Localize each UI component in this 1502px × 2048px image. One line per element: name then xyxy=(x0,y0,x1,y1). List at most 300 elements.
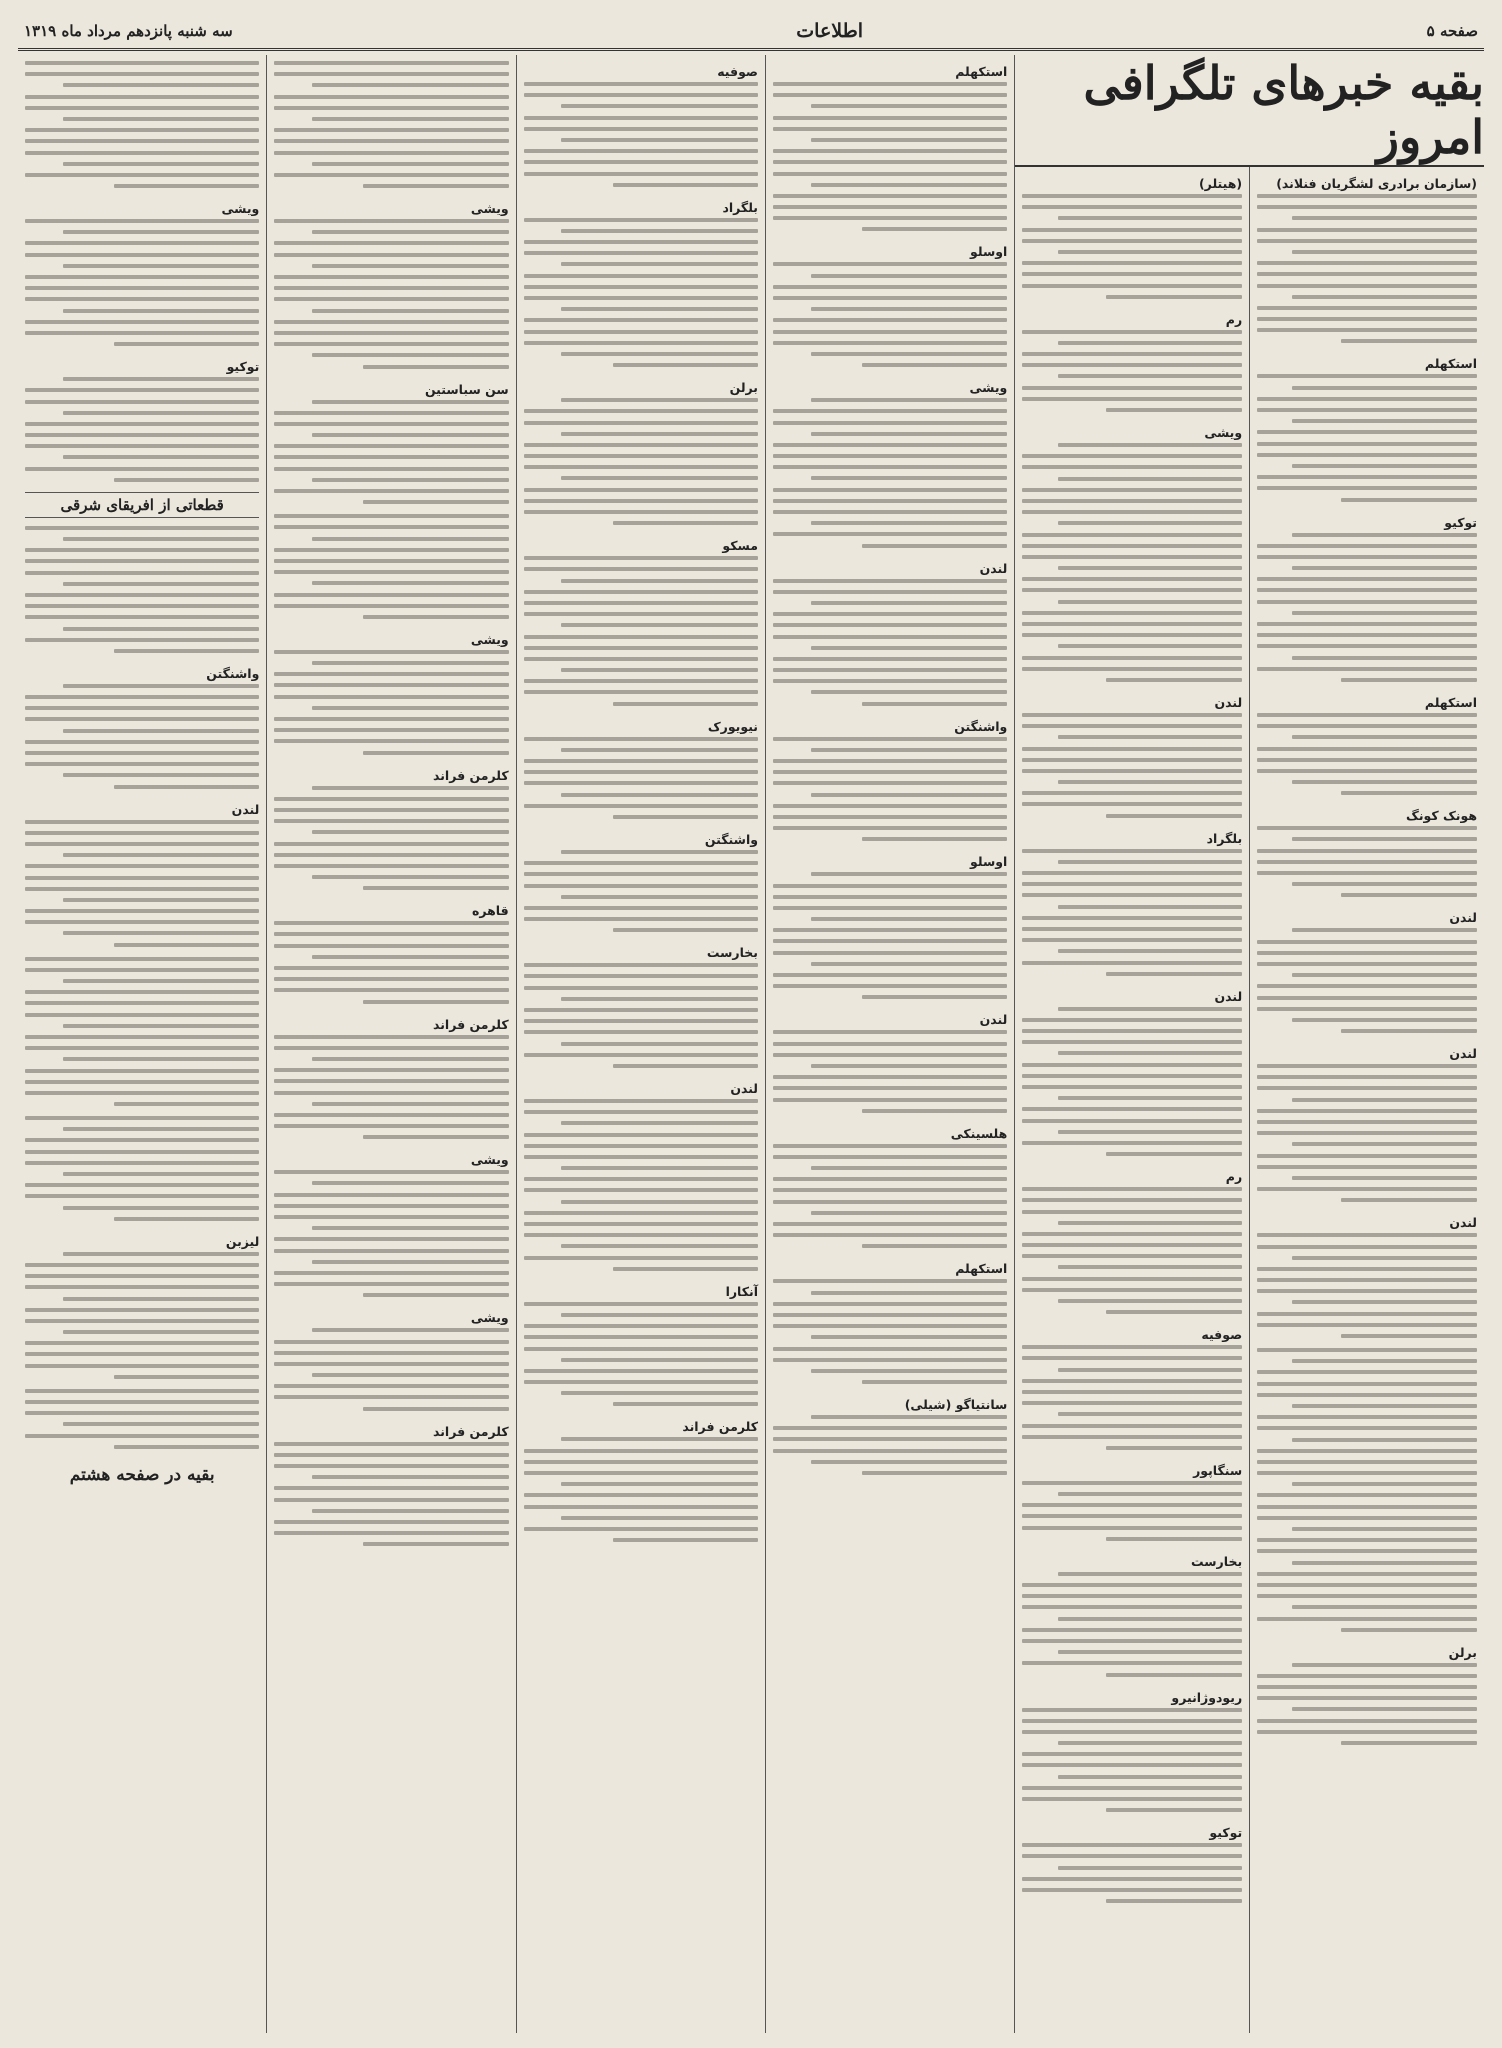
text-line xyxy=(63,853,260,857)
text-line xyxy=(561,1042,758,1046)
columns xyxy=(18,55,1484,2033)
text-line xyxy=(773,1188,1007,1192)
text-line xyxy=(63,729,260,733)
text-line xyxy=(25,433,259,437)
text-line xyxy=(1022,1481,1242,1485)
text-lines xyxy=(25,1389,259,1449)
text-line xyxy=(1022,1254,1242,1258)
text-line xyxy=(862,1380,1007,1384)
text-line xyxy=(524,1380,758,1384)
text-line xyxy=(25,820,259,824)
text-lines xyxy=(25,1116,259,1221)
text-line xyxy=(312,955,509,959)
text-line xyxy=(524,646,758,650)
text-line xyxy=(274,683,508,687)
text-line xyxy=(1022,1526,1242,1530)
article-block xyxy=(25,957,259,1106)
text-line xyxy=(274,921,508,925)
text-line xyxy=(773,1426,1007,1430)
text-lines xyxy=(25,1252,259,1379)
text-line xyxy=(1022,330,1242,334)
article-block xyxy=(524,1416,758,1542)
text-line xyxy=(1257,1187,1477,1191)
text-line xyxy=(25,706,259,710)
text-lines xyxy=(25,377,259,482)
text-line xyxy=(274,853,508,857)
text-lines xyxy=(524,218,758,367)
text-line xyxy=(25,219,259,223)
text-line xyxy=(524,679,758,683)
text-line xyxy=(1292,1404,1477,1408)
text-line xyxy=(561,138,758,142)
dateline: قاهره xyxy=(471,903,509,919)
text-lines xyxy=(1257,1348,1477,1632)
section-heading: قطعاتی از افریقای شرقی xyxy=(25,492,259,518)
text-line xyxy=(1257,1538,1477,1542)
text-line xyxy=(773,510,1007,514)
text-line xyxy=(274,797,508,801)
text-line xyxy=(25,1138,259,1142)
text-line xyxy=(613,1538,758,1542)
text-line xyxy=(1022,239,1242,243)
article-block xyxy=(1022,986,1242,1156)
text-line xyxy=(524,1008,758,1012)
dateline: (هیتلر) xyxy=(1198,176,1243,191)
text-line xyxy=(1257,1505,1477,1509)
text-line xyxy=(312,433,509,437)
dateline: کلرمن فراند xyxy=(682,1419,758,1435)
text-line xyxy=(773,532,1007,536)
text-line xyxy=(613,1402,758,1406)
text-line xyxy=(613,363,758,367)
text-line xyxy=(1292,419,1477,423)
text-line xyxy=(1022,1243,1242,1247)
text-line xyxy=(25,1341,259,1345)
text-line xyxy=(524,251,758,255)
dateline: برلن xyxy=(729,380,758,396)
dateline: ریودوژانیرو xyxy=(1171,1689,1243,1705)
text-line xyxy=(25,695,259,699)
text-line xyxy=(1022,1029,1242,1033)
text-line xyxy=(1257,1674,1477,1678)
text-line xyxy=(1022,667,1242,671)
dateline: استکهلم xyxy=(1424,356,1477,372)
text-line xyxy=(773,1279,1007,1283)
text-line xyxy=(524,93,758,97)
article-block xyxy=(524,1281,758,1407)
text-line xyxy=(274,253,508,257)
article-block xyxy=(274,1014,508,1140)
text-line xyxy=(1292,566,1477,570)
article-block xyxy=(1022,1551,1242,1677)
text-line xyxy=(862,995,1007,999)
text-lines xyxy=(1257,1663,1477,1745)
text-line xyxy=(274,1453,508,1457)
text-line xyxy=(524,510,758,514)
text-lines xyxy=(773,398,1007,547)
text-line xyxy=(613,183,758,187)
text-line xyxy=(524,1347,758,1351)
dateline: برلن xyxy=(1448,1644,1477,1660)
text-line xyxy=(561,398,758,402)
text-line xyxy=(524,1019,758,1023)
text-line xyxy=(312,1102,509,1106)
text-lines xyxy=(274,650,508,755)
text-line xyxy=(1257,600,1477,604)
text-line xyxy=(773,1200,1007,1204)
article-block xyxy=(274,1307,508,1410)
text-line xyxy=(63,411,260,415)
text-line xyxy=(1257,430,1477,434)
text-line xyxy=(25,751,259,755)
text-line xyxy=(1058,1051,1243,1055)
text-lines xyxy=(1022,1187,1242,1314)
article-block xyxy=(1257,805,1477,897)
dateline: توکیو xyxy=(226,359,260,375)
text-line xyxy=(274,650,508,654)
text-line xyxy=(25,831,259,835)
text-line xyxy=(524,556,758,560)
text-line xyxy=(1257,1278,1477,1282)
text-line xyxy=(1106,1446,1242,1450)
text-line xyxy=(274,1237,508,1241)
text-line xyxy=(1022,961,1242,965)
text-line xyxy=(1058,1492,1243,1496)
text-line xyxy=(1292,250,1477,254)
text-line xyxy=(1022,1661,1242,1665)
text-line xyxy=(773,1086,1007,1090)
text-line xyxy=(1022,488,1242,492)
text-line xyxy=(524,488,758,492)
text-line xyxy=(773,635,1007,639)
text-line xyxy=(862,363,1007,367)
text-line xyxy=(1022,510,1242,514)
text-line xyxy=(274,61,508,65)
text-line xyxy=(1058,1775,1243,1779)
text-line xyxy=(274,219,508,223)
dateline: ویشی xyxy=(221,201,260,217)
text-line xyxy=(1257,1289,1477,1293)
text-line xyxy=(773,623,1007,627)
text-lines xyxy=(1257,713,1477,795)
text-line xyxy=(1022,1107,1242,1111)
text-line xyxy=(811,352,1008,356)
text-line xyxy=(613,1064,758,1068)
text-line xyxy=(1292,1482,1477,1486)
text-line xyxy=(811,646,1008,650)
text-line xyxy=(1106,408,1242,412)
text-lines xyxy=(773,737,1007,842)
text-line xyxy=(1022,1730,1242,1734)
article-block xyxy=(1022,692,1242,818)
text-line xyxy=(524,1053,758,1057)
text-line xyxy=(1292,1098,1477,1102)
text-line xyxy=(524,1460,758,1464)
continued-note: بقیه در صفحه هشتم xyxy=(69,1464,215,1485)
text-line xyxy=(773,984,1007,988)
text-lines xyxy=(1022,1481,1242,1541)
text-line xyxy=(613,702,758,706)
article-block xyxy=(1022,422,1242,682)
column-3 xyxy=(765,55,1014,2033)
text-line xyxy=(1257,1312,1477,1316)
text-lines xyxy=(524,398,758,525)
text-line xyxy=(1292,780,1477,784)
text-lines xyxy=(274,1328,508,1410)
text-line xyxy=(1022,194,1242,198)
text-line xyxy=(25,1150,259,1154)
text-lines xyxy=(524,963,758,1068)
text-line xyxy=(1257,475,1477,479)
text-line xyxy=(524,1369,758,1373)
text-line xyxy=(63,627,260,631)
text-line xyxy=(1292,1176,1477,1180)
text-line xyxy=(811,1335,1008,1339)
text-lines xyxy=(274,1035,508,1140)
text-line xyxy=(524,1256,758,1260)
text-line xyxy=(811,476,1008,480)
text-line xyxy=(1058,1368,1243,1372)
text-line xyxy=(274,695,508,699)
text-line xyxy=(1257,622,1477,626)
text-line xyxy=(811,274,1008,278)
article-block xyxy=(274,1421,508,1547)
text-line xyxy=(312,1475,509,1479)
text-line xyxy=(1058,341,1243,345)
text-line xyxy=(561,895,758,899)
paper-name: اطلاعات xyxy=(796,20,864,42)
text-lines xyxy=(773,262,1007,367)
article-block xyxy=(524,829,758,932)
text-lines xyxy=(25,820,259,947)
text-line xyxy=(773,194,1007,198)
text-line xyxy=(312,264,509,268)
text-line xyxy=(773,421,1007,425)
dateline: ویشی xyxy=(1204,425,1243,440)
text-line xyxy=(561,850,758,854)
text-line xyxy=(524,917,758,921)
dateline: کلرمن فراند xyxy=(433,1423,509,1439)
text-line xyxy=(1292,973,1477,977)
text-line xyxy=(63,264,260,268)
text-lines xyxy=(274,514,508,619)
text-line xyxy=(773,1302,1007,1306)
article-block xyxy=(773,558,1007,706)
article-block xyxy=(25,526,259,653)
text-line xyxy=(274,1362,508,1366)
text-line xyxy=(1257,588,1477,592)
text-line xyxy=(773,116,1007,120)
text-line xyxy=(274,808,508,812)
text-line xyxy=(811,1415,1008,1419)
text-line xyxy=(274,151,508,155)
text-line xyxy=(1257,261,1477,265)
text-line xyxy=(25,1308,259,1312)
text-line xyxy=(1022,758,1242,762)
text-line xyxy=(524,499,758,503)
article-block xyxy=(1257,512,1477,682)
text-line xyxy=(63,1330,260,1334)
text-line xyxy=(1058,735,1243,739)
dateline: ویشی xyxy=(470,1310,509,1326)
text-line xyxy=(274,739,508,743)
article-block xyxy=(1257,173,1477,343)
text-line xyxy=(363,500,508,504)
text-line xyxy=(524,781,758,785)
text-line xyxy=(524,274,758,278)
text-line xyxy=(1292,1438,1477,1442)
dateline: لندن xyxy=(1449,1215,1477,1231)
text-line xyxy=(1022,1040,1242,1044)
text-line xyxy=(1292,386,1477,390)
text-line xyxy=(1022,1797,1242,1801)
text-line xyxy=(312,830,509,834)
text-lines xyxy=(524,1099,758,1271)
text-line xyxy=(63,1024,260,1028)
text-line xyxy=(274,932,508,936)
dateline: لندن xyxy=(979,1012,1008,1028)
text-line xyxy=(1022,1854,1242,1858)
text-line xyxy=(1257,984,1477,988)
text-line xyxy=(1257,544,1477,548)
text-lines xyxy=(524,850,758,932)
text-line xyxy=(773,1449,1007,1453)
text-lines xyxy=(524,82,758,187)
text-line xyxy=(114,342,259,346)
text-line xyxy=(1257,1245,1477,1249)
text-line xyxy=(274,1282,508,1286)
article-block xyxy=(524,61,758,187)
text-line xyxy=(773,815,1007,819)
text-line xyxy=(25,887,259,891)
article-block xyxy=(773,1009,1007,1112)
text-line xyxy=(114,1102,259,1106)
text-lines xyxy=(773,1144,1007,1249)
text-line xyxy=(773,318,1007,322)
text-line xyxy=(1341,1198,1477,1202)
text-line xyxy=(773,285,1007,289)
text-line xyxy=(1257,486,1477,490)
text-line xyxy=(312,1328,509,1332)
dateline: ویشی xyxy=(470,201,509,217)
text-line xyxy=(1257,758,1477,762)
page-headline: بقیه خبرهای تلگرافی امروز xyxy=(1083,56,1484,164)
text-line xyxy=(25,467,259,471)
dateline: لندن xyxy=(1214,694,1243,710)
text-line xyxy=(1257,1594,1477,1598)
text-lines xyxy=(773,82,1007,231)
article-block xyxy=(524,535,758,705)
text-line xyxy=(1022,228,1242,232)
text-line xyxy=(1022,791,1242,795)
text-line xyxy=(1022,465,1242,469)
text-line xyxy=(274,525,508,529)
text-line xyxy=(524,82,758,86)
article-block xyxy=(524,942,758,1068)
column-5 xyxy=(266,55,515,2033)
dateline: لندن xyxy=(1449,1046,1477,1062)
text-line xyxy=(274,1035,508,1039)
text-lines xyxy=(274,786,508,891)
dateline: استکهلم xyxy=(1424,694,1477,710)
dateline: ویشی xyxy=(470,1152,509,1168)
text-line xyxy=(773,499,1007,503)
text-line xyxy=(25,72,259,76)
text-line xyxy=(811,1460,1008,1464)
text-line xyxy=(1257,1583,1477,1587)
dateline: آنکارا xyxy=(725,1283,758,1299)
dateline: اوسلو xyxy=(970,854,1008,870)
text-line xyxy=(1257,1696,1477,1700)
text-line xyxy=(312,1260,509,1264)
text-line xyxy=(1257,453,1477,457)
text-line xyxy=(524,1493,758,1497)
text-line xyxy=(1257,1617,1477,1621)
text-line xyxy=(1257,577,1477,581)
text-line xyxy=(1257,871,1477,875)
text-line xyxy=(1257,826,1477,830)
text-line xyxy=(1341,339,1477,343)
text-line xyxy=(1058,566,1243,570)
article-block xyxy=(274,1149,508,1297)
text-line xyxy=(524,149,758,153)
text-line xyxy=(274,489,508,493)
text-line xyxy=(1292,656,1477,660)
text-line xyxy=(561,668,758,672)
text-line xyxy=(274,604,508,608)
text-line xyxy=(274,1068,508,1072)
text-lines xyxy=(1022,443,1242,682)
text-lines xyxy=(1022,849,1242,976)
text-line xyxy=(524,1324,758,1328)
text-lines xyxy=(773,872,1007,999)
text-line xyxy=(1022,1288,1242,1292)
text-line xyxy=(274,1442,508,1446)
text-line xyxy=(25,717,259,721)
text-line xyxy=(773,330,1007,334)
text-lines xyxy=(524,737,758,819)
text-line xyxy=(312,117,509,121)
text-line xyxy=(524,974,758,978)
text-line xyxy=(274,1351,508,1355)
text-line xyxy=(811,104,1008,108)
text-line xyxy=(1257,1426,1477,1430)
text-line xyxy=(63,1206,260,1210)
text-line xyxy=(25,1116,259,1120)
text-line xyxy=(1292,1256,1477,1260)
text-line xyxy=(1058,1741,1243,1745)
text-line xyxy=(1257,1549,1477,1553)
text-line xyxy=(1022,1063,1242,1067)
text-line xyxy=(25,1013,259,1017)
text-line xyxy=(63,1297,260,1301)
text-line xyxy=(312,309,509,313)
text-line xyxy=(524,1188,758,1192)
dateline: واشنگتن xyxy=(954,718,1008,734)
text-line xyxy=(1022,916,1242,920)
dateline: لندن xyxy=(231,801,260,817)
column-2 xyxy=(1015,167,1249,2033)
column-4 xyxy=(516,55,765,2033)
text-line xyxy=(1022,577,1242,581)
text-line xyxy=(1022,1356,1242,1360)
text-line xyxy=(63,1057,260,1061)
text-line xyxy=(1022,1605,1242,1609)
headline-box xyxy=(1015,55,1484,167)
text-line xyxy=(312,1057,509,1061)
text-line xyxy=(773,93,1007,97)
text-line xyxy=(524,296,758,300)
